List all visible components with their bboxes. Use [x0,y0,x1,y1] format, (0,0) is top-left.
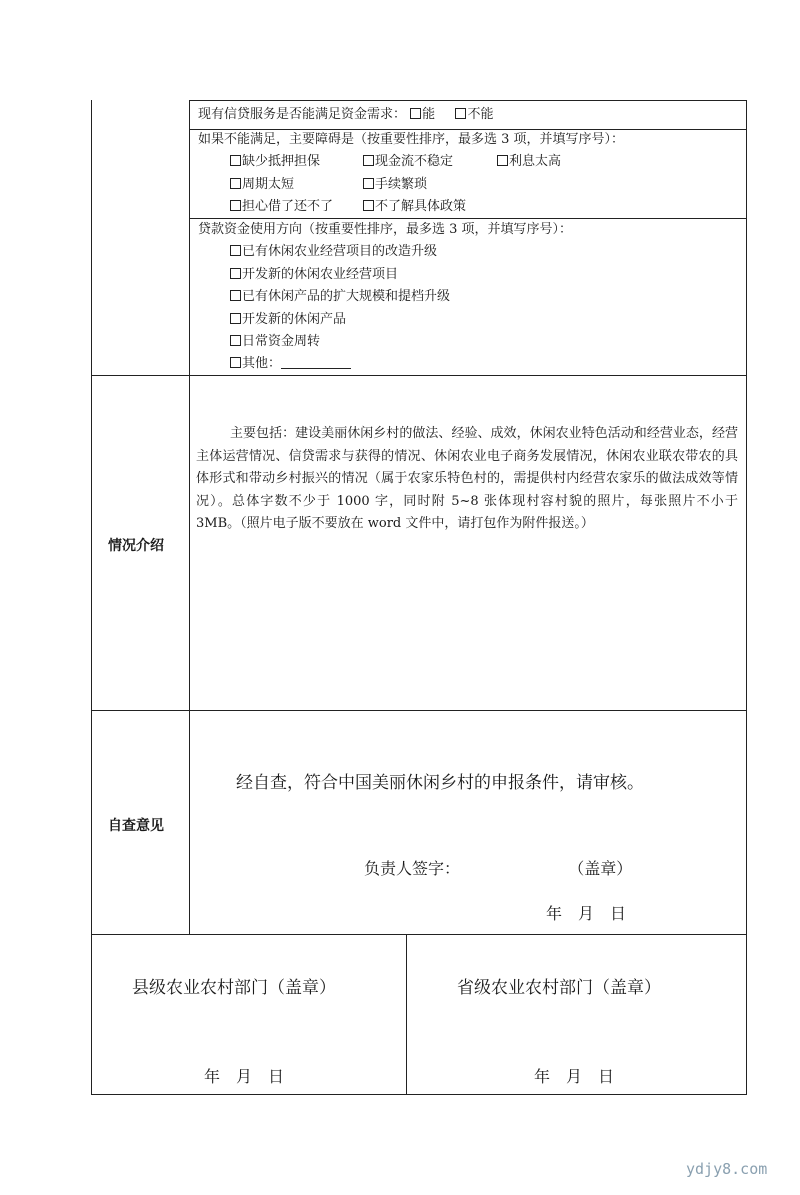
obstacle-option[interactable] [230,198,333,216]
loan-use-option-label: 日常资金周转 [242,334,321,349]
checkbox-icon[interactable] [230,155,241,166]
obstacle-option-label: 周期太短 [242,177,295,192]
checkbox-no[interactable] [455,108,466,119]
row-divider-3 [91,375,747,376]
loan-use-prompt: 贷款资金使用方向（按重要性排序，最多选 3 项，并填写序号）： [198,222,573,237]
table-bottom-border [91,1094,747,1095]
obstacles-prompt: 如果不能满足，主要障碍是（按重要性排序，最多选 3 项，并填写序号）： [198,132,625,147]
self-check-date: 年 月 日 [546,904,627,923]
obstacle-option[interactable] [363,176,427,194]
table-right-border [746,100,747,1095]
checkbox-icon[interactable] [230,357,241,368]
row-divider-2 [190,218,747,219]
option-yes-label: 能 [422,107,436,122]
situation-text: 主要包括：建设美丽休闲乡村的做法、经验、成效，休闲农业特色活动和经营业态，经营主体运营情况、信贷需求与获得的情况、休闲农业电子商务发展情况，休闲农业联农带农的具体形式和带动乡村振兴的情况（属于农家乐特色村的，需提供村内经营农家乐的做法成效等情况）。总体字数不少于 1000 字，同时附 5~8 张体现村容村貌的照片，每张照片不小于 3MB。（照片电子版不要放在 word 文件中，请打包作为附件报送。） [196,426,738,531]
checkbox-yes[interactable] [410,108,421,119]
self-check-label: 自查意见 [108,818,164,834]
self-check-statement: 经自查，符合中国美丽休闲乡村的申报条件，请审核。 [236,773,644,793]
loan-use-option[interactable] [230,333,320,351]
loan-use-option-label: 开发新的休闲农业经营项目 [242,267,399,282]
county-department-date: 年 月 日 [204,1067,285,1086]
checkbox-icon[interactable] [497,155,508,166]
seal-label: （盖章） [568,859,633,878]
obstacle-option-label: 现金流不稳定 [375,154,454,169]
watermark-text: ydjy8.com [686,1160,768,1178]
obstacle-option-label: 担心借了还不了 [242,199,334,214]
province-department-date: 年 月 日 [534,1067,615,1086]
credit-question-text: 现有信贷服务是否能满足资金需求： [198,107,407,122]
table-top-border [190,100,747,101]
obstacle-option-label: 利息太高 [509,154,562,169]
checkbox-icon[interactable] [230,335,241,346]
loan-use-option[interactable] [230,243,437,261]
label-column-divider [189,100,190,934]
row-divider-5 [91,934,747,935]
obstacle-option[interactable] [363,153,453,171]
obstacle-option-label: 手续繁琐 [375,177,428,192]
row-divider-4 [91,710,747,711]
obstacle-option[interactable] [363,198,466,216]
loan-use-option-label: 已有休闲产品的扩大规模和提档升级 [242,289,451,304]
loan-use-option[interactable] [230,266,398,284]
loan-use-option[interactable] [230,288,450,306]
loan-use-option-label: 已有休闲农业经营项目的改造升级 [242,244,438,259]
checkbox-icon[interactable] [230,313,241,324]
table-left-border [91,100,92,1095]
credit-question-row [198,106,493,124]
checkbox-icon[interactable] [230,200,241,211]
signature-label: 负责人签字： [364,859,461,878]
row-divider-1 [190,129,747,130]
loan-use-option-label: 其他： [242,356,282,371]
county-department-title: 县级农业农村部门（盖章） [132,978,336,998]
checkbox-icon[interactable] [230,245,241,256]
option-no-label: 不能 [467,107,494,122]
province-department-title: 省级农业农村部门（盖章） [457,978,661,998]
obstacle-option[interactable] [230,176,294,194]
loan-use-option-label: 开发新的休闲产品 [242,312,347,327]
loan-use-option-other[interactable] [230,355,351,373]
checkbox-icon[interactable] [363,178,374,189]
checkbox-icon[interactable] [230,268,241,279]
obstacle-option-label: 不了解具体政策 [375,199,467,214]
other-blank-field[interactable] [281,356,351,369]
obstacle-option[interactable] [497,153,561,171]
checkbox-icon[interactable] [363,155,374,166]
situation-label: 情况介绍 [108,538,164,554]
obstacle-option[interactable] [230,153,320,171]
checkbox-icon[interactable] [230,178,241,189]
loan-use-option[interactable] [230,311,346,329]
department-column-divider [406,934,407,1095]
checkbox-icon[interactable] [363,200,374,211]
obstacle-option-label: 缺少抵押担保 [242,154,321,169]
checkbox-icon[interactable] [230,290,241,301]
signature-line [364,856,632,879]
